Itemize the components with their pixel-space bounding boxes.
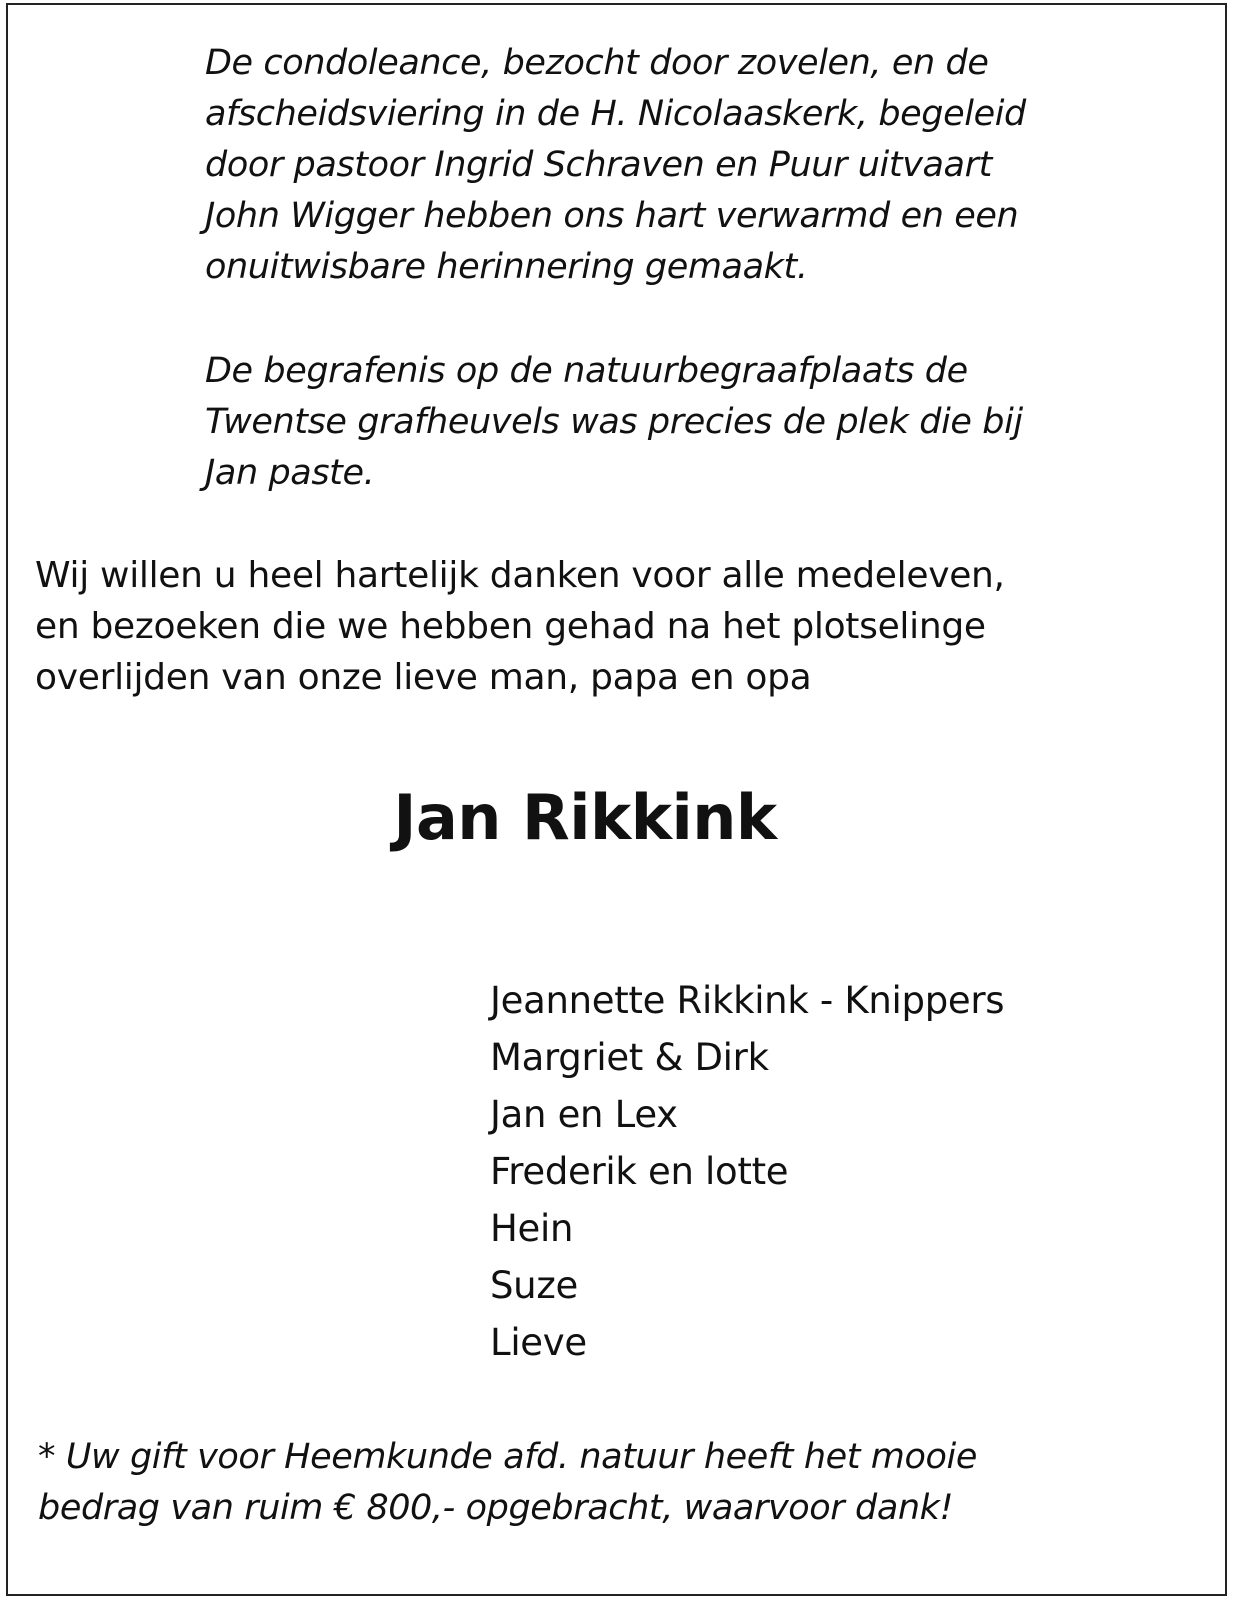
thanks-paragraph: Wij willen u heel hartelijk danken voor alle medeleven, en bezoeken die we hebben gehad na het plotselinge overlijden van onze lieve man, papa en opa: [35, 555, 1005, 698]
family-member: Frederik en lotte: [490, 1150, 789, 1193]
family-member: Jan en Lex: [490, 1093, 678, 1136]
intro-paragraph-condolence: De condoleance, bezocht door zovelen, en de afscheidsviering in de H. Nicolaaskerk, begeleid door pastoor Ingrid Schraven en Puur uitvaart John Wigger hebben ons hart verwarmd en een onuitwisbare herinnering gemaakt.: [205, 43, 1026, 287]
family-member: Hein: [490, 1207, 574, 1250]
family-member: Suze: [490, 1264, 578, 1307]
family-list: [490, 972, 1210, 1371]
donation-footnote: * Uw gift voor Heemkunde afd. natuur heeft het mooie bedrag van ruim € 800,- opgebracht, waarvoor dank!: [38, 1437, 977, 1528]
intro-paragraph-burial: De begrafenis op de natuurbegraafplaats de Twentse grafheuvels was precies de plek die bij Jan paste.: [205, 351, 1023, 493]
family-member: Lieve: [490, 1321, 587, 1364]
family-member: Jeannette Rikkink - Knippers: [490, 979, 1005, 1022]
family-member: Margriet & Dirk: [490, 1036, 769, 1079]
deceased-name: Jan Rikkink: [393, 781, 777, 854]
